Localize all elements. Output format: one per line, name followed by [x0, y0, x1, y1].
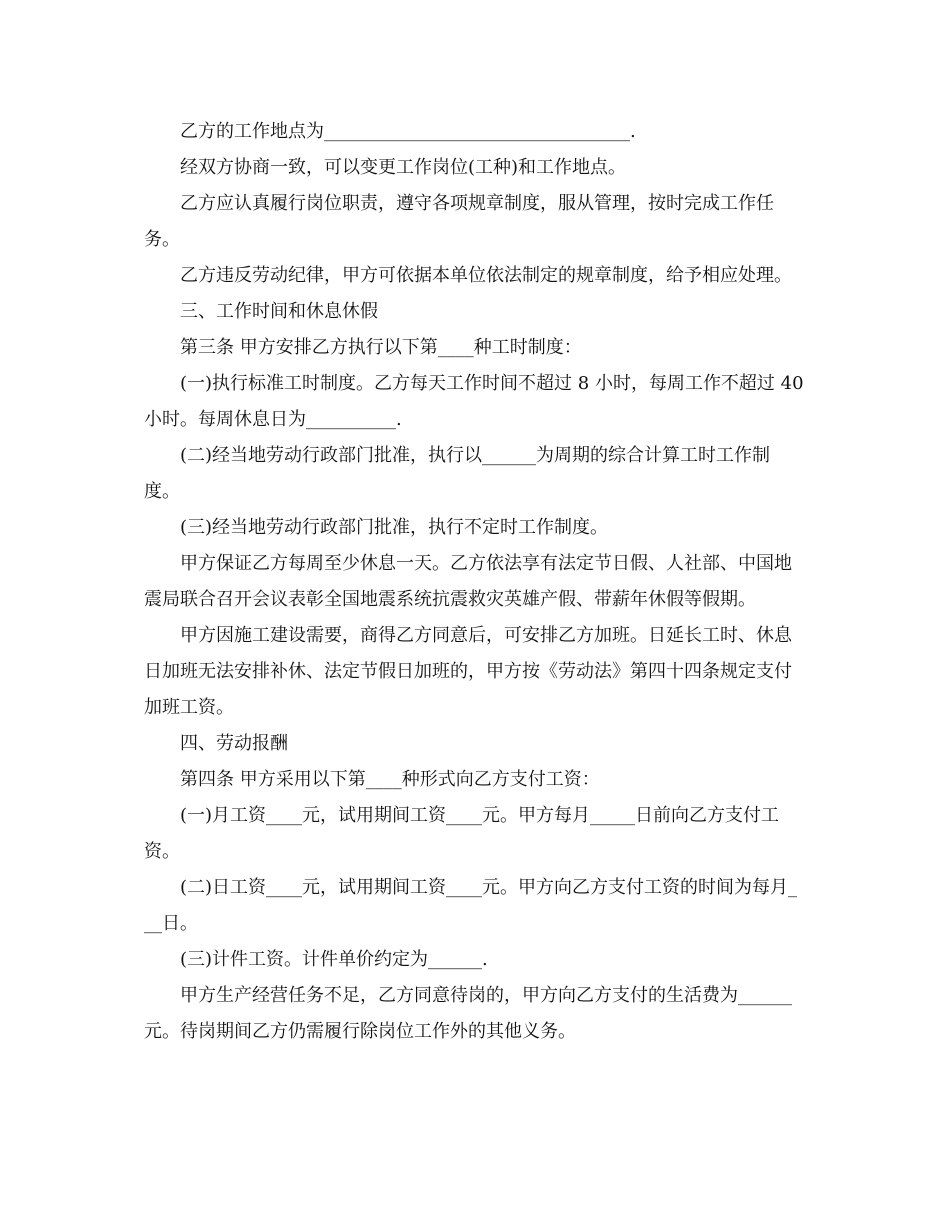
- paragraph-discipline: 乙方违反劳动纪律，甲方可依据本单位依法制定的规章制度，给予相应处理。: [180, 265, 792, 286]
- section-heading-remuneration: 四、劳动报酬: [180, 733, 288, 754]
- paragraph-standard-hours: (一)执行标准工时制度。乙方每天工作时间不超过 8 小时，每周工作不超过 40 小时。每周休息日为__________.: [144, 373, 804, 430]
- paragraph-duties: 乙方应认真履行岗位职责，遵守各项规章制度，服从管理，按时完成工作任务。: [144, 193, 774, 250]
- paragraph-rest-days: 甲方保证乙方每周至少休息一天。乙方依法享有法定节日假、人社部、中国地震局联合召开会议表彰全国地震系统抗震救灾英雄产假、带薪年休假等假期。: [144, 553, 792, 610]
- paragraph-monthly-wage: (一)月工资____元，试用期间工资____元。甲方每月_____日前向乙方支付工资。: [144, 805, 780, 862]
- paragraph-daily-wage: (二)日工资____元，试用期间工资____元。甲方向乙方支付工资的时间为每月___日。: [144, 877, 798, 934]
- document-body: [144, 114, 806, 1050]
- paragraph-standby: 甲方生产经营任务不足，乙方同意待岗的，甲方向乙方支付的生活费为______元。待岗期间乙方仍需履行除岗位工作外的其他义务。: [144, 985, 792, 1042]
- article-three: 第三条 甲方安排乙方执行以下第____种工时制度：: [180, 337, 582, 358]
- paragraph-comprehensive-hours: (二)经当地劳动行政部门批准，执行以______为周期的综合计算工时工作制度。: [144, 445, 771, 502]
- paragraph-work-location: 乙方的工作地点为__________________________________.: [180, 121, 636, 142]
- paragraph-piece-rate: (三)计件工资。计件单价约定为______.: [180, 949, 488, 970]
- paragraph-flexible-hours: (三)经当地劳动行政部门批准，执行不定时工作制度。: [180, 517, 609, 538]
- paragraph-change-position: 经双方协商一致，可以变更工作岗位(工种)和工作地点。: [180, 157, 627, 178]
- paragraph-overtime: 甲方因施工建设需要，商得乙方同意后，可安排乙方加班。日延长工时、休息日加班无法安排补休、法定节假日加班的，甲方按《劳动法》第四十四条规定支付加班工资。: [144, 625, 792, 718]
- section-heading-working-hours: 三、工作时间和休息休假: [180, 301, 378, 322]
- article-four: 第四条 甲方采用以下第____种形式向乙方支付工资：: [180, 769, 600, 790]
